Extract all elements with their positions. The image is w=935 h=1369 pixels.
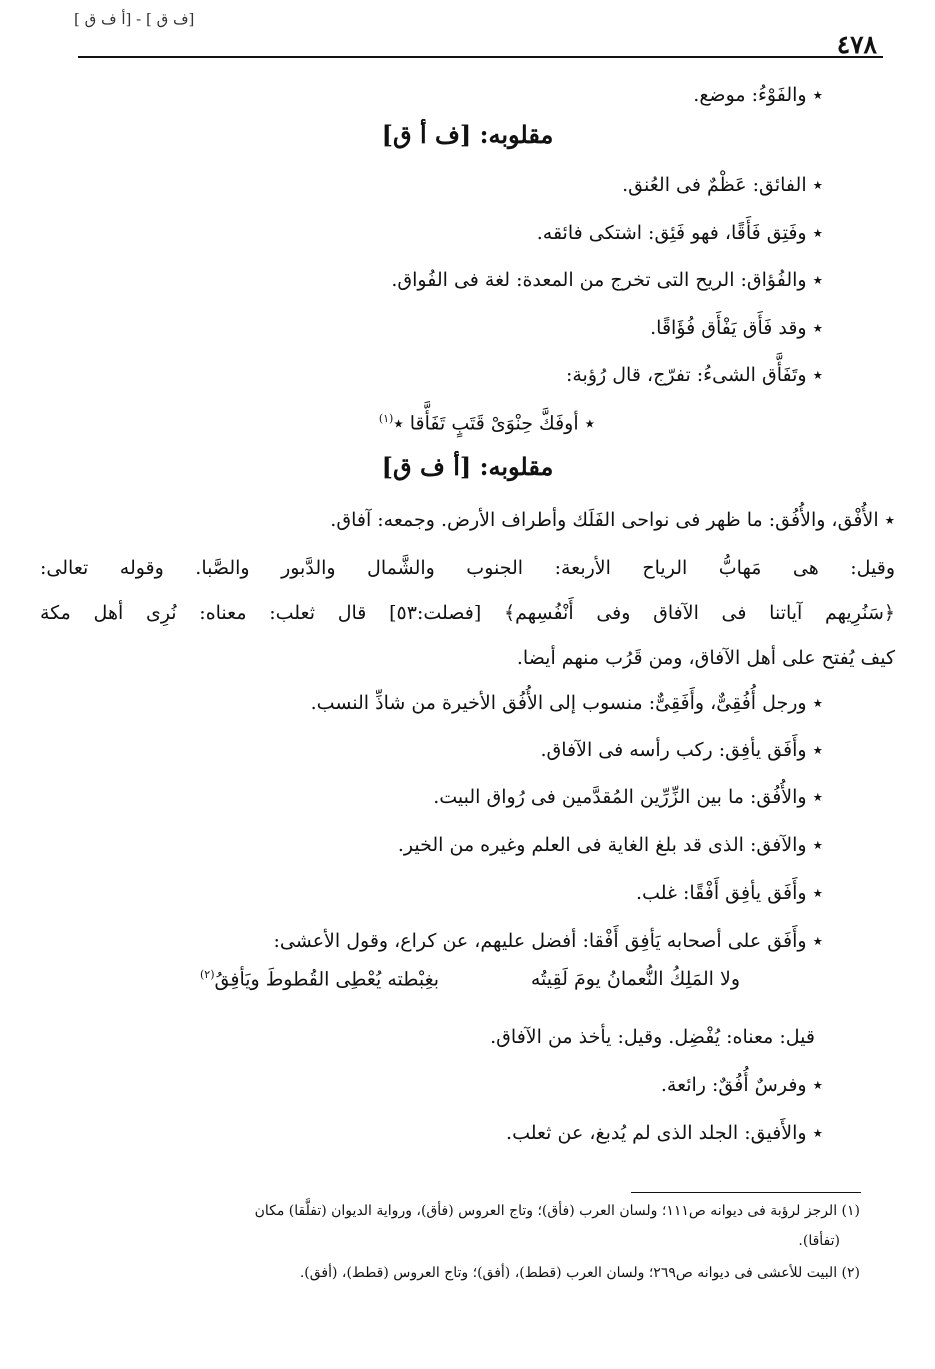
page-number: ٤٧٨ xyxy=(836,30,877,59)
entry-line: ٭ وقد فَأَق يَفْأَق فُؤَاقًا. xyxy=(650,317,823,339)
entry-line: ﴿سَنُرِيهم آياتنا فى الآفاق وفى أَنْفُسِهم﴾ [فصلت:٥٣] قال ثعلب: معناه: نُرِى أهل مكة xyxy=(40,602,895,624)
verse-quote xyxy=(379,404,595,438)
entry-line: ٭ ورجل أُفُقِىٌّ، وأَفَقِىٌّ: منسوب إلى الأُفُق الأخيرة من شاذِّ النسب. xyxy=(310,692,823,714)
entry-line: ٭ وأَفَق يأفِق: ركب رأسه فى الآفاق. xyxy=(540,739,823,761)
entry-line: قيل: معناه: يُفْضِل. وقيل: يأخذ من الآفاق. xyxy=(490,1026,815,1048)
entry-line: ٭ وفَتِق فَأَقًا، فهو فَئِق: اشتكى فائقه. xyxy=(536,222,823,244)
footnote-marker: (١) xyxy=(378,412,394,425)
verse-first-hemistich: ولا المَلِكُ النُّعمانُ يومَ لَقِيتُه xyxy=(530,968,740,990)
verse-second-hemistich-text: بغِبْطته يُعْطِى القُطوطَ ويَأفِقُ xyxy=(214,968,440,991)
entry-line: كيف يُفتح على أهل الآفاق، ومن قَرُب منهم أيضا. xyxy=(516,647,895,669)
footnote-marker: (٢) xyxy=(200,968,215,981)
entry-line: ٭ والأَفيق: الجلد الذى لم يُدبغ، عن ثعلب. xyxy=(506,1122,823,1144)
entry-line: ٭ والفَوْءُ: موضع. xyxy=(693,84,823,106)
section-heading: مقلوبه: [أ ف ق] xyxy=(381,452,554,481)
running-header: [ف ق ] - [أ ف ق ] xyxy=(74,10,195,28)
header-rule xyxy=(78,56,883,58)
footnote-rule xyxy=(631,1192,861,1193)
entry-line: ٭ وفرسٌ أُفُقٌ: رائعة. xyxy=(660,1074,823,1096)
entry-line: ٭ والأُفُق: ما بين الزِّرِّين المُقدَّمين فى رُواق البيت. xyxy=(433,786,823,808)
entry-line: ٭ وأَفَق على أصحابه يَأفِق أَفْقا: أفضل عليهم، عن كراع، وقول الأعشى: xyxy=(273,930,823,952)
footnote: (٢) البيت للأعشى فى ديوانه ص٢٦٩؛ ولسان العرب (قطط)، (أفق)؛ وتاج العروس (قطط)، (أفق). xyxy=(299,1265,860,1281)
entry-line: وقيل: هى مَهابُّ الرياح الأربعة: الجنوب والشَّمال والدَّبور والصَّبا. وقوله تعالى: xyxy=(40,557,895,579)
verse-second-hemistich xyxy=(200,968,439,990)
section-heading: مقلوبه: [ف أ ق] xyxy=(381,120,554,149)
entry-line: ٭ الفائق: عَظْمٌ فى العُنق. xyxy=(622,174,823,196)
entry-line: ٭ وأَفَق يأفِق أَفْقًا: غلب. xyxy=(636,882,823,904)
entry-line: ٭ الأُفْق، والأُفُق: ما ظهر فى نواحى الفَلَك وأطراف الأرض. وجمعه: آفاق. xyxy=(330,509,895,531)
verse-quote-text: ٭ أوفَكَّ حِنْوَىْ قَتَبٍ تَفَأَّقا ٭ xyxy=(393,412,595,435)
footnote: (١) الرجز لرؤبة فى ديوانه ص١١١؛ ولسان العرب (فأق)؛ وتاج العروس (فأق)، ورواية الديوان (تفلَّقا) مكان xyxy=(254,1203,860,1219)
entry-line: ٭ والآفق: الذى قد بلغ الغاية فى العلم وغيره من الخير. xyxy=(397,834,823,856)
footnote-continuation: (تفأقا). xyxy=(798,1233,840,1249)
entry-line: ٭ وتَفَأَّق الشىءُ: تفرّج، قال رُؤبة: xyxy=(565,364,823,386)
entry-line: ٭ والفُؤاق: الريح التى تخرج من المعدة: لغة فى الفُواق. xyxy=(391,269,823,291)
